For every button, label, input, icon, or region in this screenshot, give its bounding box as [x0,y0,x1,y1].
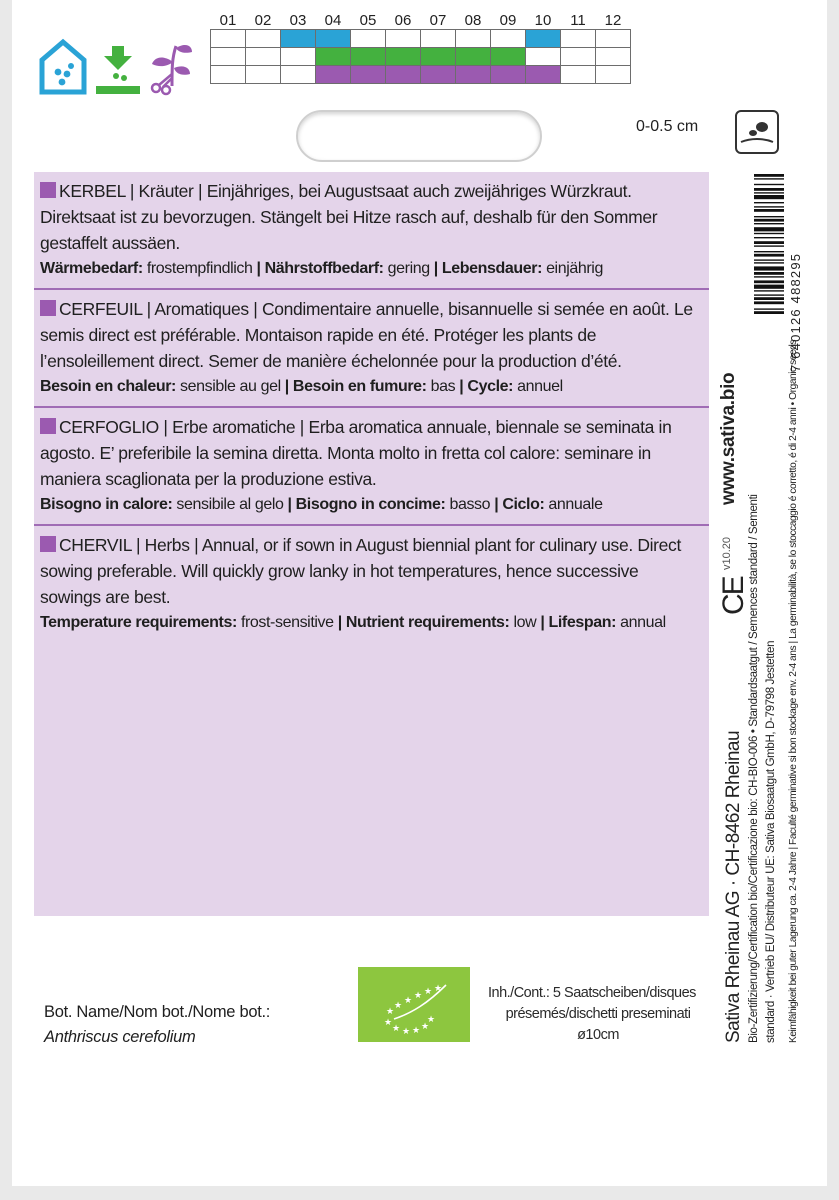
ce-mark: CE [717,577,750,615]
barcode-bar [754,219,784,222]
calendar-cell [281,66,316,84]
sowing-depth-label: 0-0.5 cm [636,118,699,135]
prop-label: Besoin en chaleur: [40,378,176,395]
barcode-bar [754,254,784,257]
calendar-cell [351,66,386,84]
section-french [34,288,709,406]
direct-sowing-icon [94,42,142,96]
calendar-month: 10 [526,12,561,30]
contents-line: ø10cm [577,1027,619,1043]
section-english [34,524,709,642]
calendar-row-growing [211,48,631,66]
barcode-bar [754,241,784,244]
section-properties: Temperature requirements: frost-sensitive | Nutrient requirements: low | Lifespan: annual [40,614,666,631]
prop-value: einjährig [546,260,603,277]
prop-label: Nährstoffbedarf: [264,260,384,277]
botanical-label: Bot. Name/Nom bot./Nome bot.: [44,1003,271,1021]
calendar-month: 04 [316,12,351,30]
calendar-cell [526,66,561,84]
germination-info: Keimfähigkeit bei guter Lagerung ca. 2-4 Jahre | Faculté germinative si bon stockage env. 2-4 ans | La germinabilità, se lo stoccaggio é corretto, é di 2-4 anni • Organic seeds [788,339,799,1043]
calendar-cell [386,66,421,84]
calendar-month: 07 [421,12,456,30]
prop-label: Bisogno in concime: [295,496,446,513]
barcode-bar [754,285,784,289]
calendar-month: 05 [351,12,386,30]
prop-value: bas [430,378,456,395]
barcode-bar [754,178,784,179]
section-marker [40,182,56,198]
section-properties: Bisogno in calore: sensibile al gelo | Bisogno in concime: basso | Ciclo: annuale [40,496,603,513]
barcode-bar [754,245,784,246]
barcode-bar [754,301,784,304]
calendar-cell [211,66,246,84]
barcode-bar [754,223,784,224]
calendar-cell [246,30,281,48]
svg-text:★: ★ [383,1018,393,1028]
calendar-month: 02 [246,12,281,30]
calendar-cell [456,66,491,84]
section-text: CERFEUIL | Aromatiques | Condimentaire annuelle, bisannuelle si semée en août. Le semis direct est préférable. Montaison rapide en été. Protéger les plants de l’ensoleillement direct. Semer de manière échelonnée pour la production d’été. [40,299,693,371]
barcode-bar [754,195,784,199]
prop-label: Bisogno in calore: [40,496,173,513]
svg-text:★: ★ [420,1022,430,1032]
calendar-cell [316,66,351,84]
calendar-month: 11 [561,12,596,30]
prop-label: Lifespan: [548,614,617,631]
calendar-cell [596,30,631,48]
calendar-cell [596,48,631,66]
calendar-cell [456,48,491,66]
calendar-cell [281,30,316,48]
barcode-bar [754,206,784,207]
barcode-bar [754,216,784,217]
version-label: v10.20 [721,536,733,570]
svg-text:★: ★ [385,1007,395,1017]
calendar-cell [281,48,316,66]
botanical-name [44,1000,270,1050]
eu-organic-logo [358,967,470,1042]
prop-label: Lebensdauer: [441,260,543,277]
barcode-bar [754,251,784,252]
section-text: KERBEL | Kräuter | Einjähriges, bei Augustsaat auch zweijähriges Würzkraut. Direktsaat ist zu bevorzugen. Stängelt bei Hitze rasch auf, deshalb für den Sommer gestaffelt aussäen. [40,181,658,253]
sowing-depth-icon [735,110,779,154]
prop-value: annuel [517,378,563,395]
barcode-bar [754,174,784,177]
website-link[interactable]: www.sativa.bio [718,372,739,505]
description-panel [34,172,709,916]
barcode-bar [754,262,784,263]
calendar-month: 08 [456,12,491,30]
calendar-cell [351,48,386,66]
prop-label: Ciclo: [502,496,545,513]
prop-value: sensible au gel [180,378,281,395]
prop-label: Cycle: [467,378,514,395]
certification-line-2: standard · Vertrieb EU/ Distributeur UE: Sativa Biosaatgut GmbH, D-79798 Jestetten [765,640,777,1043]
greenhouse-sowing-icon [38,38,88,96]
barcode-bar [754,311,784,314]
svg-text:★: ★ [423,987,433,997]
contents-info [488,983,708,1046]
barcode-bar [754,237,784,238]
svg-text:★: ★ [403,996,413,1006]
section-text: CERFOGLIO | Erbe aromatiche | Erba aromatica annuale, biennale se seminata in agosto. E’ preferibile la semina diretta. Monta molto in fretta col calore: seminare in maniera scaglionata per la produzione estiva. [40,417,672,489]
calendar-row-sowing [211,30,631,48]
calendar-cell [421,48,456,66]
prop-value: basso [449,496,491,513]
barcode-bar [754,233,784,234]
prop-label: Temperature requirements: [40,614,237,631]
latin-name: Anthriscus cerefolium [44,1028,196,1046]
calendar-month: 12 [596,12,631,30]
prop-value: annuale [548,496,603,513]
section-marker [40,418,56,434]
company-address: Sativa Rheinau AG · CH-8462 Rheinau [723,730,744,1043]
calendar-cell [526,30,561,48]
calendar-cell [246,66,281,84]
barcode-bar [754,209,784,212]
calendar-cell [386,48,421,66]
barcode-bar [754,276,784,277]
calendar-cell [211,48,246,66]
calendar-cell [351,30,386,48]
barcode-bar [754,308,784,309]
svg-text:★: ★ [401,1027,411,1037]
barcode-bar [754,297,784,300]
calendar-months-row [211,12,631,30]
section-marker [40,300,56,316]
calendar-cell [561,66,596,84]
calendar-cell [456,30,491,48]
section-properties: Besoin en chaleur: sensible au gel | Besoin en fumure: bas | Cycle: annuel [40,378,563,395]
calendar-cell [211,30,246,48]
prop-label: Wärmebedarf: [40,260,143,277]
section-marker [40,536,56,552]
calendar-cell [491,30,526,48]
contents-line: Inh./Cont.: 5 Saatscheiben/disques [488,985,696,1001]
hanging-hole [296,110,542,162]
sowing-calendar [210,12,631,84]
calendar-cell [316,48,351,66]
prop-value: frost-sensitive [240,614,334,631]
calendar-cell [421,30,456,48]
section-italian [34,406,709,524]
calendar-month: 09 [491,12,526,30]
barcode-bar [754,188,784,191]
svg-text:★: ★ [391,1024,401,1034]
svg-text:★: ★ [393,1001,403,1011]
barcode-bar [754,294,784,295]
harvest-icon [146,38,196,96]
barcode-bar [754,280,784,283]
barcode-number: 7 640126 488295 [788,252,803,372]
section-text: CHERVIL | Herbs | Annual, or if sown in August biennial plant for culinary use. Direct sowing preferable. Will quickly grow lanky in hot temperatures, hence successive sowings are best. [40,535,681,607]
calendar-cell [421,66,456,84]
contents-line: présemés/dischetti preseminati [505,1006,691,1022]
section-german [34,172,709,288]
svg-text:★: ★ [413,991,423,1001]
svg-text:★: ★ [411,1026,421,1036]
prop-value: annual [620,614,666,631]
prop-value: low [513,614,537,631]
calendar-row-harvest [211,66,631,84]
prop-value: frostempfindlich [146,260,253,277]
barcode-bar [754,272,784,275]
section-properties: Wärmebedarf: frostempfindlich | Nährstoffbedarf: gering | Lebensdauer: einjährig [40,260,603,277]
calendar-cell [491,66,526,84]
barcode-bar [754,184,784,185]
barcode-bar [754,266,784,270]
calendar-cell [491,48,526,66]
prop-value: sensibile al gelo [176,496,284,513]
calendar-month: 06 [386,12,421,30]
barcode-bar [754,290,784,291]
calendar-cell [596,66,631,84]
calendar-cell [386,30,421,48]
barcode-bar [754,227,784,231]
svg-text:★: ★ [433,984,443,994]
barcode-bar [754,192,784,193]
svg-text:★: ★ [426,1015,436,1025]
calendar-cell [561,48,596,66]
calendar-cell [561,30,596,48]
calendar-cell [526,48,561,66]
calendar-month: 01 [211,12,246,30]
certification-line-1: Bio-Zertifizierung/Certification bio/Certificazione bio: CH-BIO-006 • Standardsaatgut / Semences standard / Sementi [748,494,760,1043]
barcode-bar [754,202,784,203]
barcode-bar [754,259,784,260]
calendar-month: 03 [281,12,316,30]
prop-label: Nutrient requirements: [345,614,510,631]
prop-label: Besoin en fumure: [292,378,427,395]
calendar-cell [316,30,351,48]
prop-value: gering [387,260,430,277]
calendar-cell [246,48,281,66]
